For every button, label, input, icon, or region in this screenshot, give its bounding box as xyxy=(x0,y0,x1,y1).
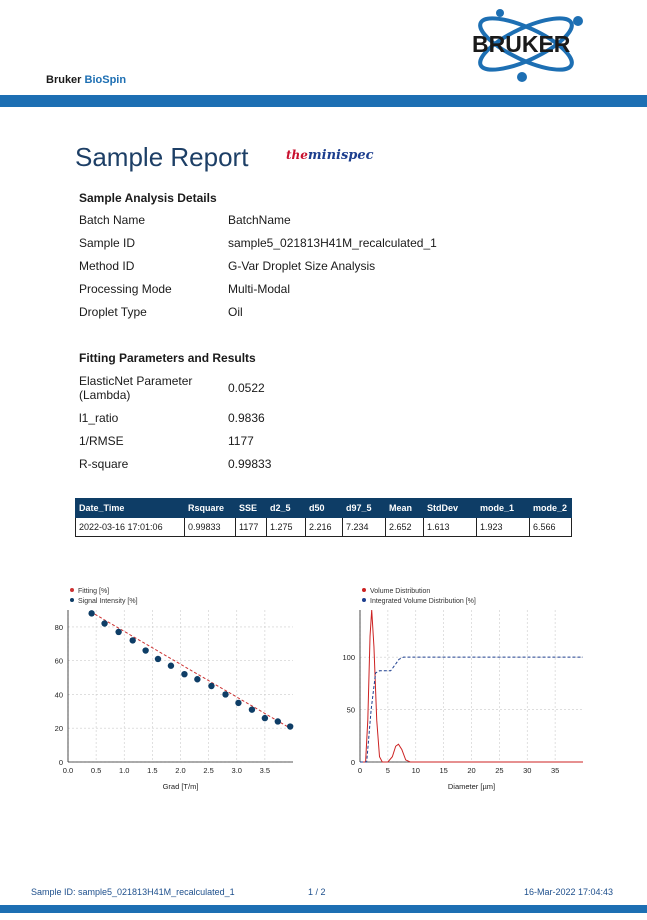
row-value: G-Var Droplet Size Analysis xyxy=(228,259,376,273)
row-label: Droplet Type xyxy=(79,305,147,319)
x-tick-label: 1.5 xyxy=(147,766,158,775)
page-title: Sample Report xyxy=(75,142,249,172)
y-tick-label: 80 xyxy=(54,622,63,632)
data-point xyxy=(155,656,161,662)
col-header: SSE xyxy=(236,499,267,518)
bruker-logo xyxy=(470,3,620,85)
footer-sample-id: Sample ID: sample5_021813H41M_recalculated_1 xyxy=(31,887,235,897)
x-tick-label: 15 xyxy=(439,766,448,775)
x-tick-label: 1.0 xyxy=(119,766,130,775)
data-point xyxy=(181,671,187,677)
row-value: 1177 xyxy=(228,434,254,448)
legend-marker xyxy=(70,588,74,592)
data-point xyxy=(222,691,228,697)
data-point xyxy=(88,610,94,616)
x-tick-label: 2.0 xyxy=(175,766,186,775)
x-tick-label: 10 xyxy=(411,766,420,775)
brand-name xyxy=(46,74,126,86)
x-tick-label: 3.0 xyxy=(231,766,242,775)
row-label: Processing Mode xyxy=(79,282,172,296)
table-cell: 2022-03-16 17:01:06 xyxy=(76,518,185,537)
legend-marker xyxy=(362,598,366,602)
footer-page-number: 1 / 2 xyxy=(308,887,326,897)
results-table xyxy=(75,498,572,537)
table-cell: 1.275 xyxy=(267,518,306,537)
table-header-row xyxy=(76,499,572,518)
col-header: Date_Time xyxy=(76,499,185,518)
x-tick-label: 20 xyxy=(467,766,476,775)
row-label: ElasticNet Parameter (Lambda) xyxy=(79,374,193,402)
row-value: Multi-Modal xyxy=(228,282,291,296)
y-tick-label: 40 xyxy=(54,690,63,700)
legend-label: Fitting [%] xyxy=(78,588,110,595)
x-axis-label: Grad [T/m] xyxy=(162,782,199,791)
logo-wordmark: BRUKER xyxy=(472,31,571,57)
row-label: R-square xyxy=(79,457,129,471)
data-point xyxy=(208,683,214,689)
col-header: Rsquare xyxy=(185,499,236,518)
row-value: 0.99833 xyxy=(228,457,272,471)
droplet-distribution-chart xyxy=(330,580,595,802)
row-value: Oil xyxy=(228,305,243,319)
footer-timestamp: 16-Mar-2022 17:04:43 xyxy=(524,887,614,897)
x-tick-label: 0.0 xyxy=(62,766,74,775)
logo-the: the xyxy=(286,148,308,162)
legend-marker xyxy=(70,598,74,602)
row-label: Method ID xyxy=(79,259,135,273)
y-tick-label: 100 xyxy=(342,653,355,663)
x-tick-label: 30 xyxy=(523,766,532,775)
data-point xyxy=(115,629,121,635)
col-header: d97_5 xyxy=(343,499,386,518)
table-cell: 1.923 xyxy=(477,518,530,537)
signal-decay-chart xyxy=(40,580,310,802)
y-tick-label: 20 xyxy=(54,724,63,734)
data-point xyxy=(129,637,135,643)
legend-label: Volume Distribution xyxy=(370,588,431,595)
row-value: 0.0522 xyxy=(228,381,265,395)
col-header: Mean xyxy=(386,499,424,518)
x-tick-label: 5 xyxy=(385,766,390,775)
y-tick-label: 60 xyxy=(54,656,63,666)
analysis-heading: Sample Analysis Details xyxy=(79,191,217,205)
col-header: d2_5 xyxy=(267,499,306,518)
logo-minispec: minispec xyxy=(307,148,374,163)
data-point xyxy=(142,647,148,653)
data-point xyxy=(194,676,200,682)
y-tick-label: 0 xyxy=(58,758,63,767)
legend-label: Signal Intensity [%] xyxy=(78,598,138,605)
row-label: Sample ID xyxy=(79,236,136,250)
data-point xyxy=(168,663,174,669)
col-header: mode_2 xyxy=(530,499,572,518)
footer-bar xyxy=(0,905,647,913)
row-value: sample5_021813H41M_recalculated_1 xyxy=(228,236,437,250)
series-line xyxy=(91,612,291,729)
data-point xyxy=(262,715,268,721)
x-tick-label: 3.5 xyxy=(259,766,271,775)
row-label: l1_ratio xyxy=(79,411,119,425)
table-cell: 0.99833 xyxy=(185,518,236,537)
brand-right: BioSpin xyxy=(84,74,127,86)
table-cell: 1.613 xyxy=(424,518,477,537)
table-cell: 7.234 xyxy=(343,518,386,537)
row-value: BatchName xyxy=(228,213,291,227)
x-tick-label: 35 xyxy=(550,766,560,775)
brand-left: Bruker xyxy=(46,74,82,86)
data-point xyxy=(235,700,241,706)
table-cell: 1177 xyxy=(236,518,267,537)
x-tick-label: 2.5 xyxy=(203,766,214,775)
header-bar xyxy=(0,95,647,107)
table-row xyxy=(76,518,572,537)
data-point xyxy=(101,620,107,626)
legend-marker xyxy=(362,588,366,592)
row-value: 0.9836 xyxy=(228,411,265,425)
x-tick-label: 0 xyxy=(357,766,363,775)
y-tick-label: 0 xyxy=(350,758,355,767)
x-tick-label: 25 xyxy=(495,766,504,775)
col-header: mode_1 xyxy=(477,499,530,518)
data-point xyxy=(287,723,293,729)
fitting-heading: Fitting Parameters and Results xyxy=(79,351,256,365)
col-header: d50 xyxy=(306,499,343,518)
table-cell: 6.566 xyxy=(530,518,572,537)
row-label: Batch Name xyxy=(79,213,146,227)
table-cell: 2.652 xyxy=(386,518,424,537)
row-label: 1/RMSE xyxy=(79,434,124,448)
x-tick-label: 0.5 xyxy=(90,766,102,775)
minispec-logo xyxy=(286,148,374,163)
data-point xyxy=(249,706,255,712)
col-header: StdDev xyxy=(424,499,477,518)
x-axis-label: Diameter [µm] xyxy=(447,782,496,791)
table-cell: 2.216 xyxy=(306,518,343,537)
y-tick-label: 50 xyxy=(346,705,355,715)
legend-label: Integrated Volume Distribution [%] xyxy=(370,598,476,605)
data-point xyxy=(275,718,281,724)
